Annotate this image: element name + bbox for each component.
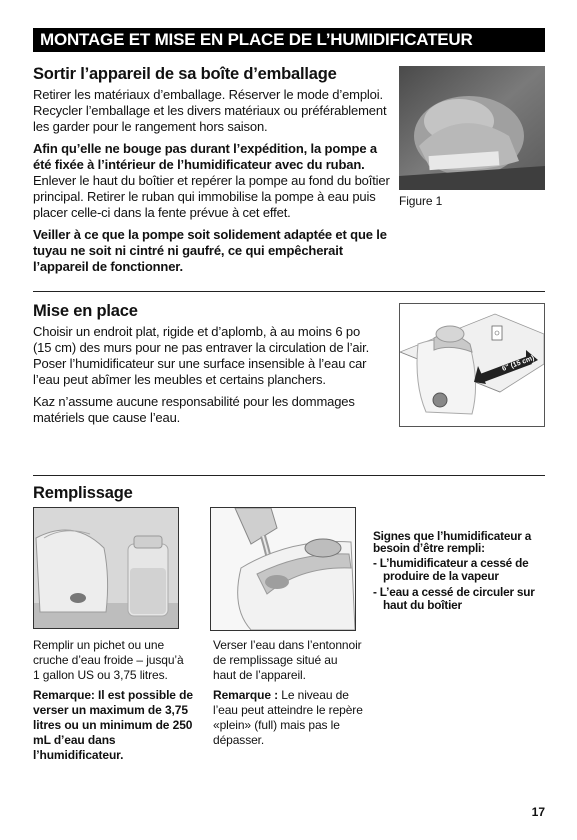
filling-photo-pouring bbox=[210, 507, 356, 631]
section-banner: MONTAGE ET MISE EN PLACE DE L’HUMIDIFICATEUR bbox=[33, 28, 545, 52]
refill-signs bbox=[373, 530, 545, 612]
distance-label: 6" (15 cm) bbox=[501, 354, 536, 373]
refill-signs-title: Signes que l’humidificateur a besoin d’être rempli: bbox=[373, 529, 532, 555]
list-item: - L’eau a cessé de circuler sur haut du boîtier bbox=[373, 585, 535, 612]
unpack-paragraph-3: Veiller à ce que la pompe soit solidement adaptée et que le tuyau ne soit ni cintré ni gaufré, ce qui empêcherait l’appareil de fonctionner. bbox=[33, 227, 387, 274]
filling-step-1-note: Remarque: Il est possible de verser un maximum de 3,75 litres ou un minimum de 250 mL d’eau dans l’humidificateur. bbox=[33, 688, 193, 762]
filling-step-1-text: Remplir un pichet ou une cruche d’eau froide – jusqu’à 1 gallon US ou 3,75 litres. bbox=[33, 638, 184, 682]
filling-step-2-note-label: Remarque : bbox=[213, 688, 279, 702]
filling-column-1 bbox=[33, 638, 193, 763]
figure-1-photo bbox=[399, 66, 545, 190]
unpack-paragraph-2-rest: Enlever le haut du boîtier et repérer la pompe au fond du boîtier principal. Retirer le ruban qui immobilise la pompe à eau puis placer celle-ci dans la fente prévue à cet effet. bbox=[33, 173, 390, 220]
figure-1-caption: Figure 1 bbox=[399, 194, 443, 208]
placement-body bbox=[33, 324, 373, 426]
page-number: 17 bbox=[531, 805, 545, 819]
divider bbox=[33, 291, 545, 292]
placement-paragraph-2: Kaz n’assume aucune responsabilité pour les dommages matériels que cause l’eau. bbox=[33, 394, 355, 425]
placement-diagram bbox=[399, 303, 545, 427]
unpack-heading: Sortir l’appareil de sa boîte d’emballage bbox=[33, 65, 337, 83]
filling-step-2-note bbox=[213, 688, 363, 748]
unpack-paragraph-1: Retirer les matériaux d’emballage. Réserver le mode d’emploi. Recycler l’emballage et les divers matériaux ou préférablement les garder pour le rangement hors saison. bbox=[33, 87, 387, 134]
filling-column-2 bbox=[213, 638, 363, 748]
filling-photo-pitcher bbox=[33, 507, 179, 629]
unpack-body bbox=[33, 87, 393, 275]
filling-step-2-note-text: Le niveau de l’eau peut atteindre le repère «plein» (full) mais pas le dépasser. bbox=[213, 688, 363, 747]
unpack-paragraph-2-bold: Afin qu’elle ne bouge pas durant l’expédition, la pompe a été fixée à l’intérieur de l’humidificateur avec du ruban. bbox=[33, 141, 377, 172]
placement-heading: Mise en place bbox=[33, 302, 138, 320]
placement-paragraph-1: Choisir un endroit plat, rigide et d’aplomb, à au moins 6 po (15 cm) des murs pour ne pas entraver la circulation de l’air. Poser l’humidificateur sur une surface insensible à l’eau car l’eau peut abîmer les meubles et certains planchers. bbox=[33, 324, 370, 387]
list-item: - L’humidificateur a cessé de produire de la vapeur bbox=[373, 556, 529, 583]
divider bbox=[33, 475, 545, 476]
unpack-paragraph-2 bbox=[33, 141, 393, 221]
filling-heading: Remplissage bbox=[33, 484, 133, 502]
refill-signs-list bbox=[373, 557, 545, 612]
filling-step-2-text: Verser l’eau dans l’entonnoir de remplissage situé au haut de l’appareil. bbox=[213, 638, 362, 682]
